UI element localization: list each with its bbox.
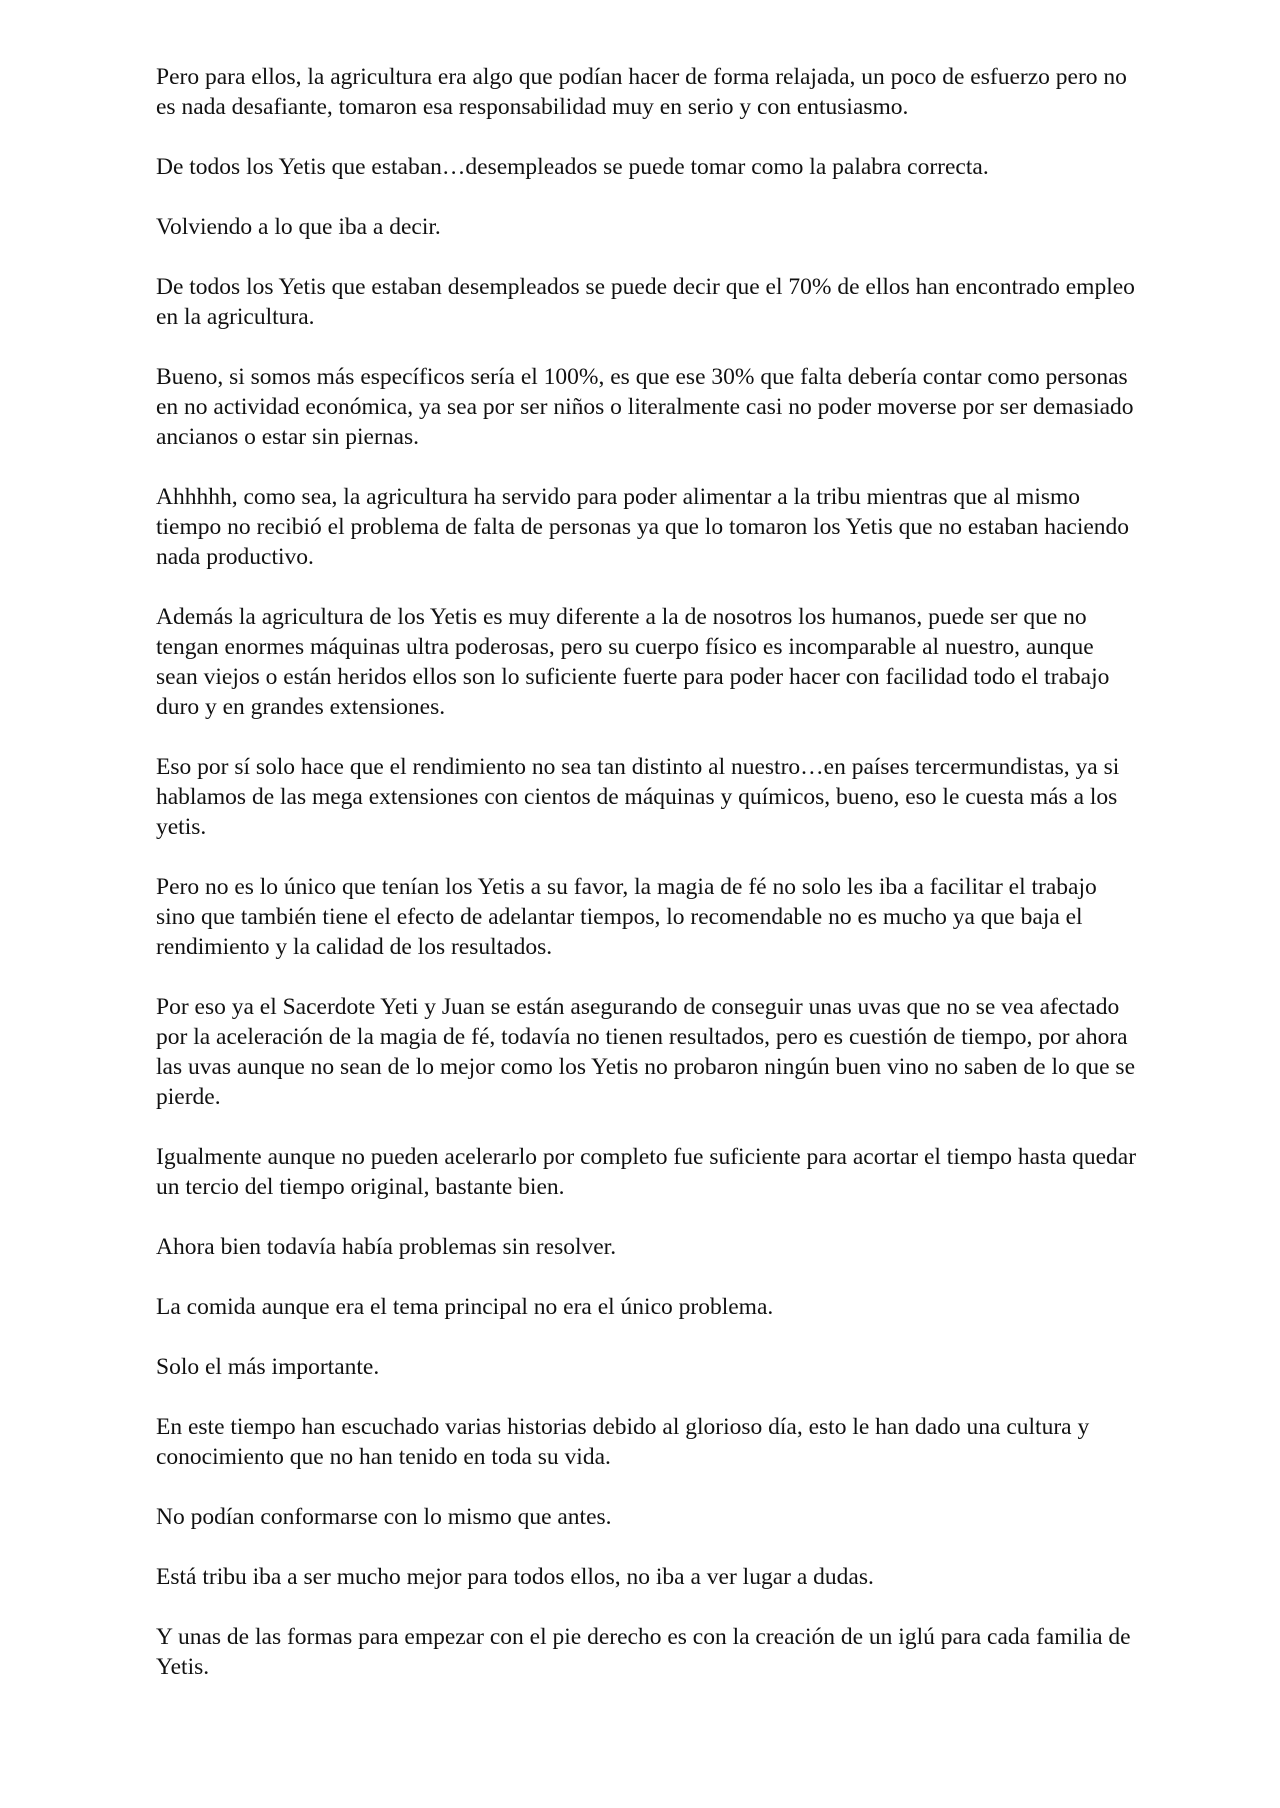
paragraph: Igualmente aunque no pueden acelerarlo por completo fue suficiente para acortar el tiempo hasta quedar un tercio del tiempo original, bastante bien. bbox=[156, 1144, 1137, 1200]
paragraph: Ahhhhh, como sea, la agricultura ha servido para poder alimentar a la tribu mientras que al mismo tiempo no recibió el problema de falta de personas ya que lo tomaron los Yetis que no estaban haciendo nada productivo. bbox=[156, 484, 1130, 570]
paragraph: En este tiempo han escuchado varias historias debido al glorioso día, esto le han dado una cultura y conocimiento que no han tenido en toda su vida. bbox=[156, 1414, 1090, 1470]
paragraph: No podían conformarse con lo mismo que antes. bbox=[156, 1504, 612, 1530]
paragraph: Por eso ya el Sacerdote Yeti y Juan se están asegurando de conseguir unas uvas que no se vea afectado por la aceleración de la magia de fé, todavía no tienen resultados, pero es cuestión de tiempo, por ahora las uvas aunque no sean de lo mejor como los Yetis no probaron ningún buen vino no saben de lo que se pierde. bbox=[156, 994, 1136, 1110]
paragraph: Y unas de las formas para empezar con el pie derecho es con la creación de un iglú para cada familia de Yetis. bbox=[156, 1624, 1131, 1680]
body-text bbox=[156, 62, 1140, 1712]
paragraph: Además la agricultura de los Yetis es muy diferente a la de nosotros los humanos, puede ser que no tengan enormes máquinas ultra poderosas, pero su cuerpo físico es incomparable al nuestro, aunque sean viejos o están heridos ellos son lo suficiente fuerte para poder hacer con facilidad todo el trabajo duro y en grandes extensiones. bbox=[156, 604, 1110, 720]
paragraph: Pero para ellos, la agricultura era algo que podían hacer de forma relajada, un poco de esfuerzo pero no es nada desafiante, tomaron esa responsabilidad muy en serio y con entusiasmo. bbox=[156, 64, 1127, 120]
paragraph: Pero no es lo único que tenían los Yetis a su favor, la magia de fé no solo les iba a facilitar el trabajo sino que también tiene el efecto de adelantar tiempos, lo recomendable no es mucho ya que baja el rendimiento y la calidad de los resultados. bbox=[156, 874, 1097, 960]
paragraph: Eso por sí solo hace que el rendimiento no sea tan distinto al nuestro…en países tercermundistas, ya si hablamos de las mega extensiones con cientos de máquinas y químicos, bueno, eso le cuesta más a los yetis. bbox=[156, 754, 1120, 840]
paragraph: Solo el más importante. bbox=[156, 1354, 380, 1380]
paragraph: De todos los Yetis que estaban…desempleados se puede tomar como la palabra correcta. bbox=[156, 154, 989, 180]
paragraph: La comida aunque era el tema principal no era el único problema. bbox=[156, 1294, 774, 1320]
paragraph: Volviendo a lo que iba a decir. bbox=[156, 214, 441, 240]
paragraph: Está tribu iba a ser mucho mejor para todos ellos, no iba a ver lugar a dudas. bbox=[156, 1564, 874, 1590]
paragraph: Ahora bien todavía había problemas sin resolver. bbox=[156, 1234, 617, 1260]
paragraph: Bueno, si somos más específicos sería el 100%, es que ese 30% que falta debería contar como personas en no actividad económica, ya sea por ser niños o literalmente casi no poder moverse por ser demasiado ancianos o estar sin piernas. bbox=[156, 364, 1134, 450]
paragraph: De todos los Yetis que estaban desempleados se puede decir que el 70% de ellos han encontrado empleo en la agricultura. bbox=[156, 274, 1135, 330]
